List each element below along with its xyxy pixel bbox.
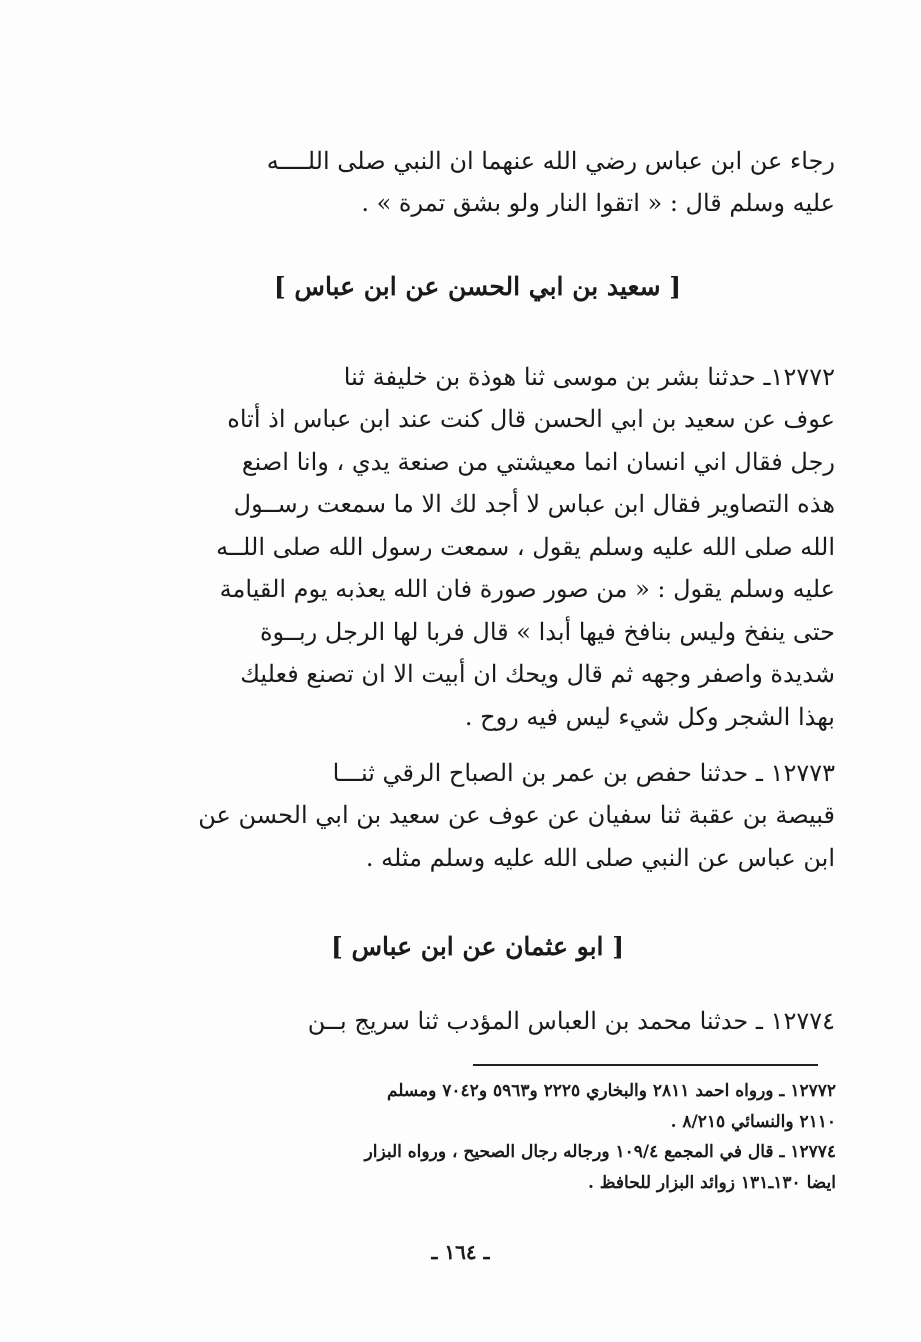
opening-paragraph [120,140,835,225]
text-line: ابن عباس عن النبي صلى الله عليه وسلم مثله . [365,843,835,872]
text-line: رجل فقال اني انسان انما معيشتي من صنعة يدي ، وانا اصنع [241,447,835,476]
text-line: عليه وسلم قال : « اتقوا النار ولو بشق تمرة » . [361,189,835,218]
section-heading-saeed: [ سعيد بن ابي الحسن عن ابن عباس ] [273,272,682,301]
footnote-divider [473,1064,818,1066]
text-line: قبيصة بن عقبة ثنا سفيان عن عوف عن سعيد بن ابي الحسن عن [198,801,835,830]
text-line: عليه وسلم يقول : « من صور صورة فان الله يعذبه يوم القيامة [219,575,835,604]
page-number: ـ ١٦٤ ـ [431,1240,490,1264]
text-line: بهذا الشجر وكل شيء ليس فيه روح . [464,702,835,731]
text-line: هذه التصاوير فقال ابن عباس لا أجد لك الا ما سمعت رســول [233,490,835,519]
text-line: رجاء عن ابن عباس رضي الله عنهما ان النبي صلى اللــــه [266,147,835,175]
text-line: عوف عن سعيد بن ابي الحسن قال كنت عند ابن عباس اذ أتاه [227,405,835,434]
text-line: حتى ينفخ وليس بنافخ فيها أبدا » قال فربا لها الرجل ربــوة [259,617,835,646]
footnote-line: ٢١١٠ والنسائي ٨/٢١٥ . [670,1111,836,1132]
section-heading-abu-uthman: [ ابو عثمان عن ابن عباس ] [330,932,625,961]
text-line: شديدة واصفر وجهه ثم قال ويحك ان أبيت الا ان تصنع فعليك [240,660,835,689]
hadith-12773 [120,752,835,879]
text-line: ١٢٧٧٤ ـ حدثنا محمد بن العباس المؤدب ثنا سريج بــن [307,1007,835,1035]
hadith-12772 [120,356,835,738]
text-line: الله صلى الله عليه وسلم يقول ، سمعت رسول الله صلى اللــه [216,532,835,561]
footnotes [118,1076,836,1198]
text-line: ١٢٧٧٢ـ حدثنا بشر بن موسى ثنا هوذة بن خليفة ثنا [343,363,835,391]
footnote-line: ١٢٧٧٢ ـ ورواه احمد ٢٨١١ والبخاري ٢٢٢٥ و٥٩٦٣ و٧٠٤٢ ومسلم [386,1081,836,1101]
text-line: ١٢٧٧٣ ـ حدثنا حفص بن عمر بن الصباح الرقي ثنـــا [332,759,835,787]
footnote-line: ايضا ١٣٠ـ١٣١ زوائد البزار للحافظ . [587,1172,836,1193]
hadith-12774 [120,1000,835,1042]
footnote-line: ١٢٧٧٤ ـ قال في المجمع ١٠٩/٤ ورجاله رجال الصحيح ، ورواه البزار [364,1142,836,1163]
